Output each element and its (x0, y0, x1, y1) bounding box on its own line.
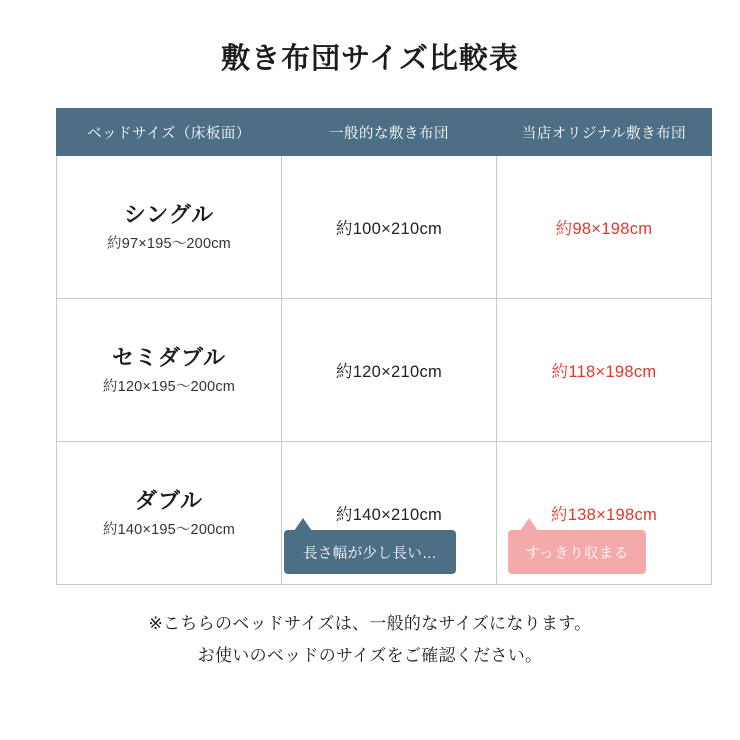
original-futon-cell (497, 156, 712, 299)
original-futon-value: 約118×198cm (551, 363, 657, 381)
footnote (0, 608, 740, 673)
callout-original-futon (508, 530, 646, 574)
column-header-bed-size: ベッドサイズ（床板面） (57, 109, 282, 156)
original-futon-value: 約98×198cm (555, 220, 653, 238)
bed-size-name: ダブル (134, 487, 204, 513)
page-title: 敷き布団サイズ比較表 (221, 43, 519, 75)
callout-generic-label: 長さ幅が少し長い… (302, 545, 438, 562)
bed-size-name: セミダブル (111, 344, 227, 370)
size-comparison-table-container (56, 108, 687, 585)
generic-futon-cell (282, 156, 497, 299)
bed-size-cell (57, 442, 282, 585)
callout-original-label: すっきり収まる (525, 545, 629, 562)
generic-futon-value: 約120×210cm (335, 363, 443, 381)
callout-generic-futon (284, 530, 456, 574)
table-header-row (57, 109, 712, 156)
bed-size-name: シングル (123, 201, 215, 227)
table-row (57, 156, 712, 299)
generic-futon-cell (282, 299, 497, 442)
original-futon-cell (497, 299, 712, 442)
original-futon-value: 約138×198cm (550, 506, 658, 524)
bed-size-dimension: 約97×195〜200cm (107, 236, 231, 253)
table-row (57, 299, 712, 442)
size-comparison-table (56, 108, 712, 585)
bed-size-cell (57, 156, 282, 299)
column-header-original-futon: 当店オリジナル敷き布団 (497, 109, 712, 156)
bed-size-cell (57, 299, 282, 442)
footnote-line-1: ※こちらのベッドサイズは、一般的なサイズになります。 (148, 614, 592, 633)
footnote-line-2: お使いのベッドのサイズをご確認ください。 (197, 646, 543, 666)
column-header-generic-futon: 一般的な敷き布団 (282, 109, 497, 156)
table-header (57, 109, 712, 156)
bed-size-dimension: 約120×195〜200cm (102, 379, 236, 396)
generic-futon-value: 約100×210cm (335, 220, 443, 238)
table-body (57, 156, 712, 585)
callout-pointer-icon (294, 518, 312, 531)
bed-size-dimension: 約140×195〜200cm (102, 522, 236, 539)
generic-futon-value: 約140×210cm (335, 506, 443, 524)
callout-pointer-icon (520, 518, 538, 531)
